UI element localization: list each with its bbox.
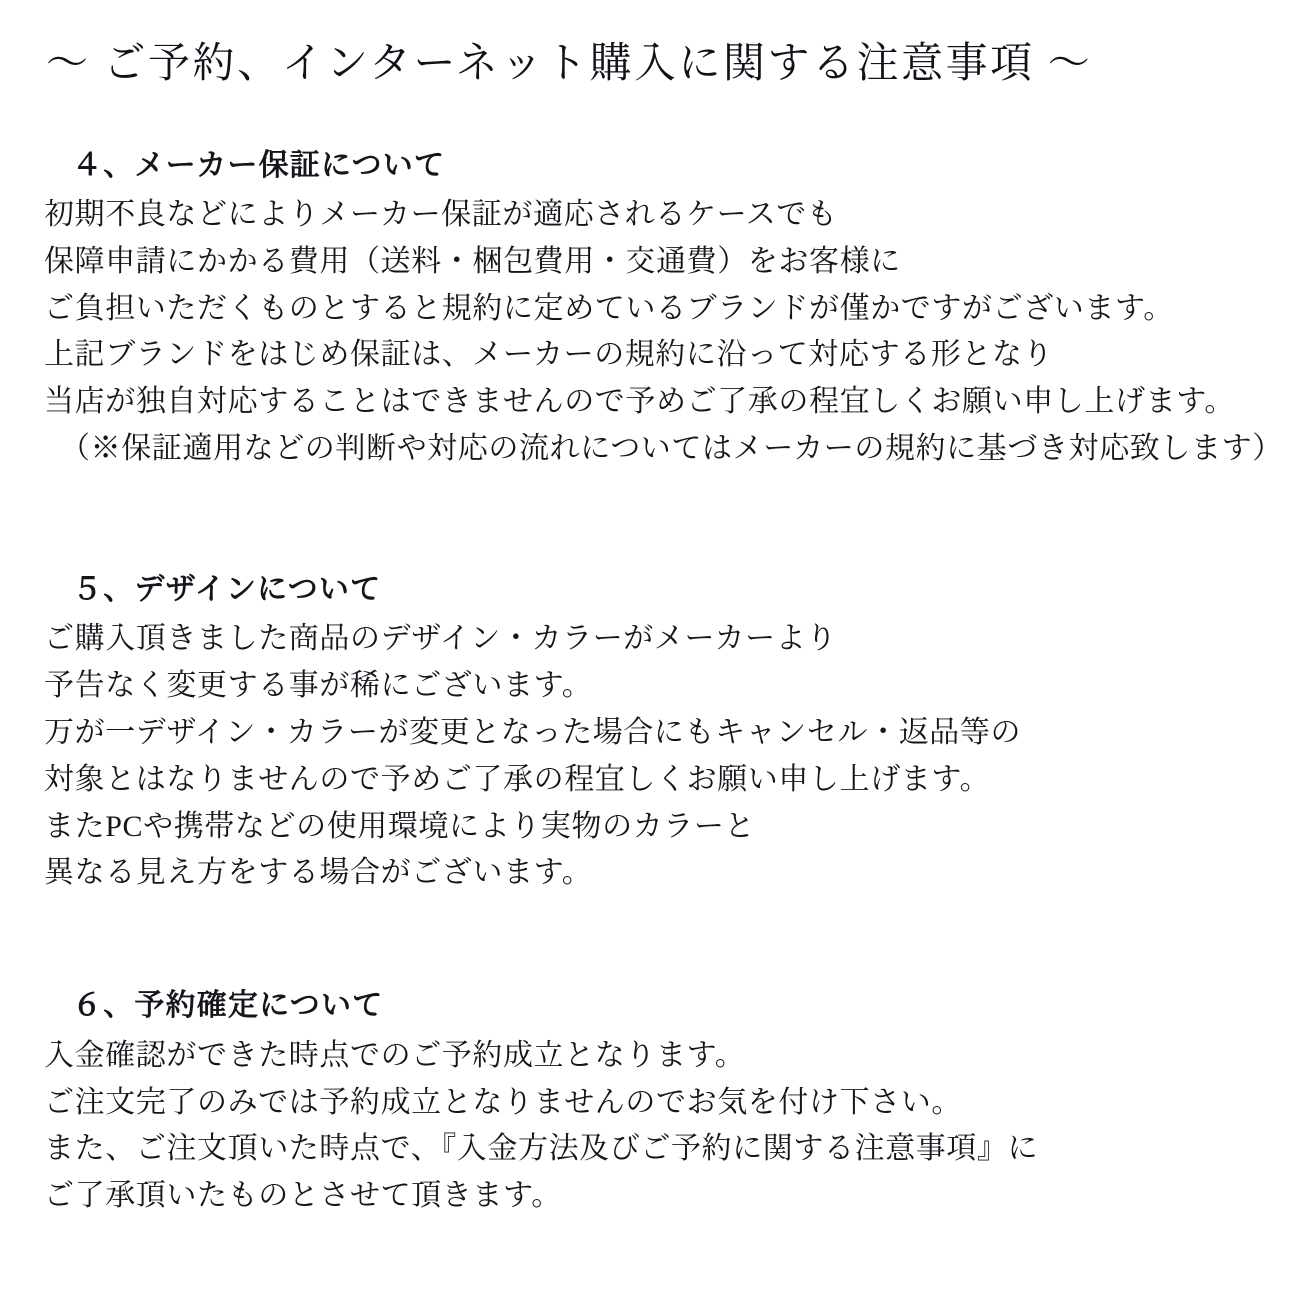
body-line: 入金確認ができた時点でのご予約成立となります。	[44, 1038, 746, 1072]
section-heading: ４、メーカー保証について	[72, 148, 446, 182]
body-line: ご注文完了のみでは予約成立となりませんのでお気を付け下さい。	[44, 1085, 962, 1119]
body-line: 当店が独自対応することはできませんので予めご了承の程宜しくお願い申し上げます。	[44, 385, 1235, 419]
page-title: 〜 ご予約、インターネット購入に関する注意事項 〜	[46, 41, 1093, 87]
section-body	[44, 616, 1246, 897]
body-line: ご負担いただくものとすると規約に定めているブランドが僅かですがございます。	[44, 291, 1174, 325]
section-heading: ６、予約確定について	[72, 989, 384, 1023]
body-line: 万が一デザイン・カラーが変更となった場合にもキャンセル・返品等の	[44, 716, 1022, 750]
body-line: ご了承頂いたものとさせて頂きます。	[44, 1179, 562, 1213]
section-body	[44, 192, 1283, 473]
body-line: 異なる見え方をする場合がございます。	[44, 856, 593, 890]
body-line: ご購入頂きました商品のデザイン・カラーがメーカーより	[44, 622, 837, 656]
section-heading: ５、デザインについて	[72, 572, 382, 606]
body-line: また、ご注文頂いた時点で、『入金方法及びご予約に関する注意事項』に	[44, 1132, 1039, 1166]
body-line: 対象とはなりませんので予めご了承の程宜しくお願い申し上げます。	[44, 762, 991, 796]
body-line: 初期不良などによりメーカー保証が適応されるケースでも	[44, 198, 838, 232]
body-line: 保障申請にかかる費用（送料・梱包費用・交通費）をお客様に	[44, 244, 901, 278]
section-reservation-confirmation	[44, 983, 1246, 1220]
body-line: 上記ブランドをはじめ保証は、メーカーの規約に沿って対応する形となり	[44, 338, 1054, 372]
section-spacer	[44, 939, 1246, 983]
body-line-note: （※保証適用などの判断や対応の流れについてはメーカーの規約に基づき対応致します）	[60, 432, 1283, 466]
section-spacer	[44, 515, 1246, 567]
section-body	[44, 1033, 1246, 1220]
section-manufacturer-warranty	[44, 143, 1283, 473]
body-line: 予告なく変更する事が稀にございます。	[44, 669, 593, 703]
section-design	[44, 567, 1246, 897]
body-line: またPCや携帯などの使用環境により実物のカラーと	[44, 809, 756, 843]
